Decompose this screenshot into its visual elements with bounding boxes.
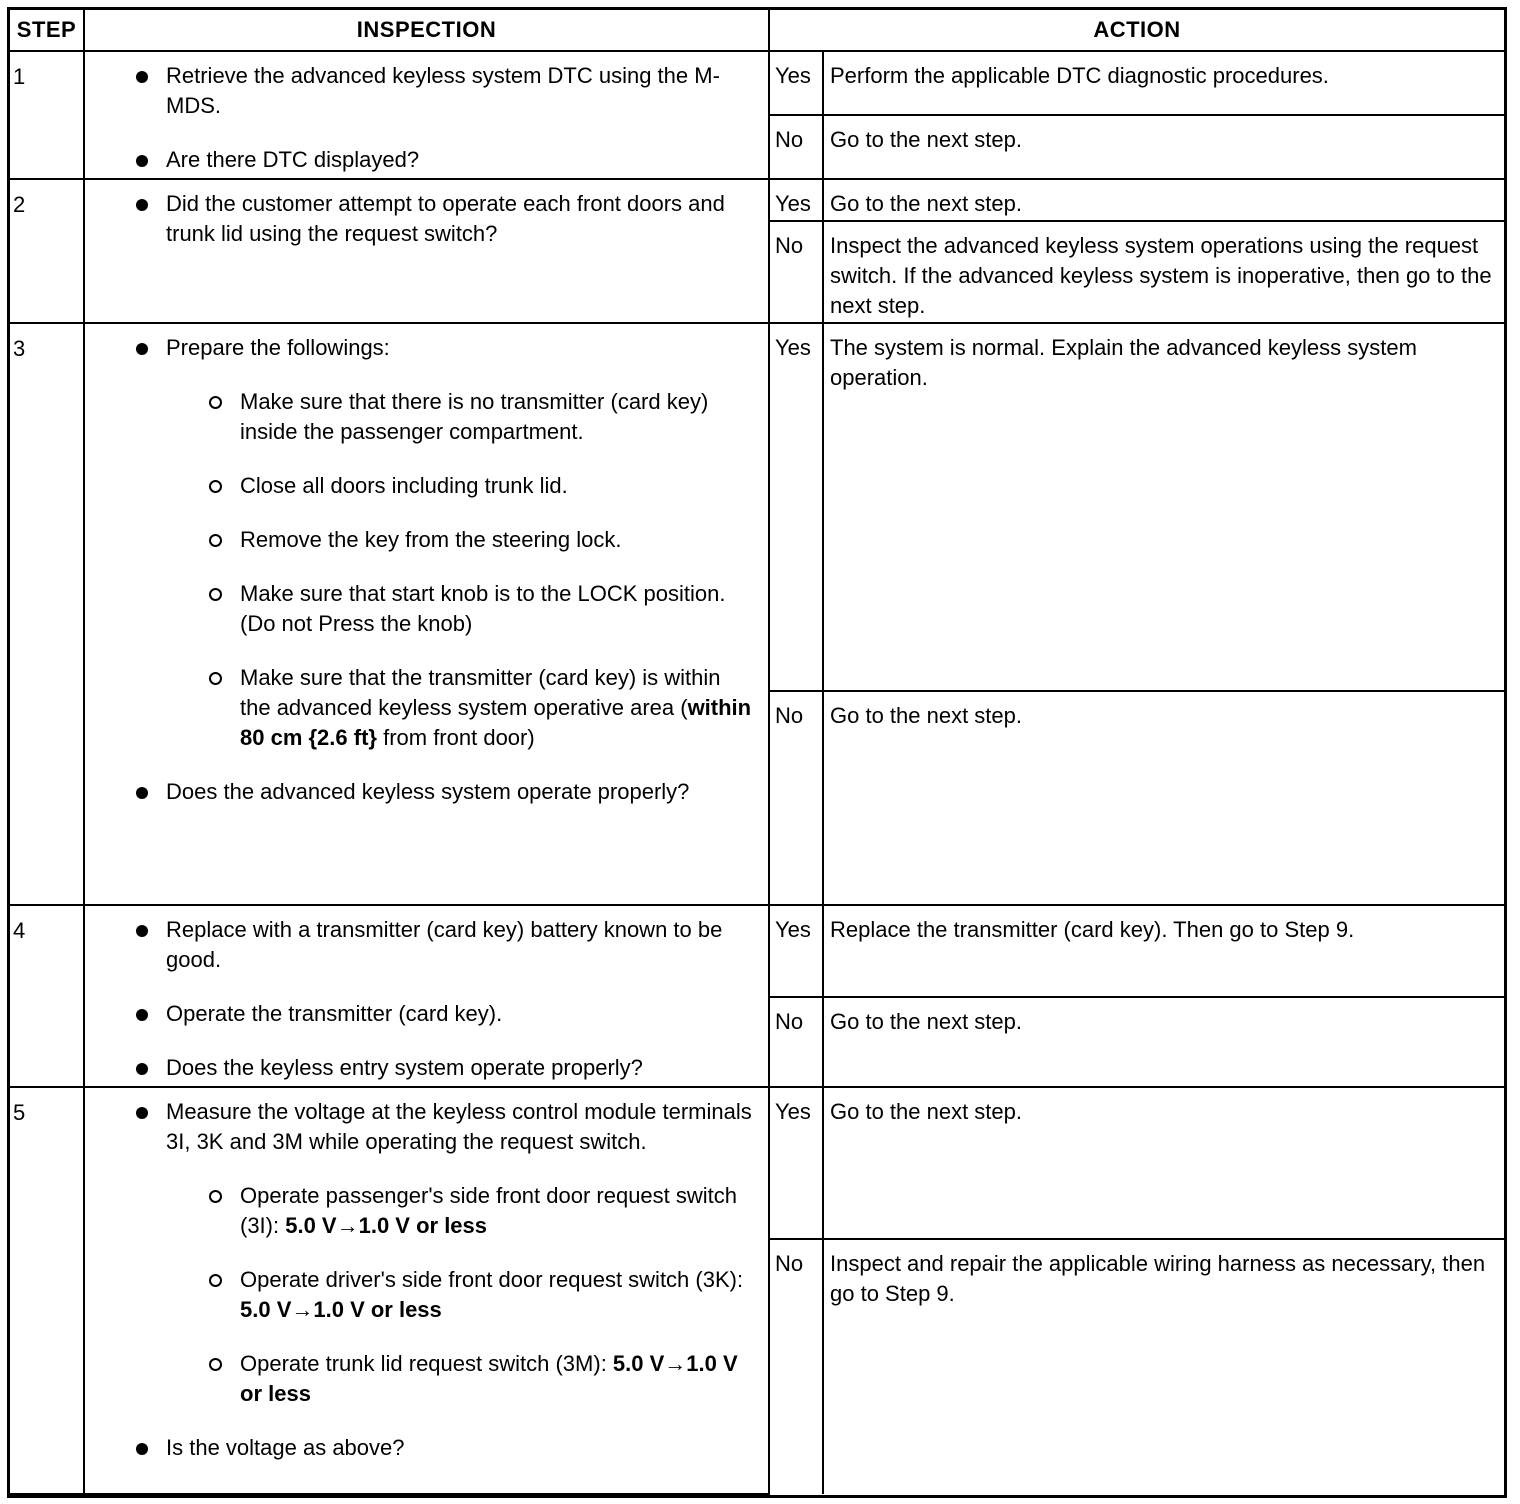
list-item: Prepare the followings:	[85, 333, 756, 363]
table-row	[10, 905, 1504, 997]
bullet-icon	[136, 1063, 148, 1075]
circle-bullet-icon	[209, 588, 222, 601]
sub-list-item: Make sure that the transmitter (card key) is within the advanced keyless system operative area (within 80 cm {2.6 ft} from front door)	[85, 663, 756, 753]
list-item: Did the customer attempt to operate each front doors and trunk lid using the request switch?	[85, 189, 756, 249]
inspection-cell	[84, 323, 769, 905]
table-row	[10, 323, 1504, 691]
no-label: No	[769, 1239, 823, 1494]
yes-action: The system is normal. Explain the advanced keyless system operation.	[823, 323, 1504, 691]
no-action: Inspect and repair the applicable wiring harness as necessary, then go to Step 9.	[823, 1239, 1504, 1494]
sub-list-item: Operate driver's side front door request switch (3K): 5.0 V→1.0 V or less	[85, 1265, 756, 1325]
no-label: No	[769, 115, 823, 179]
bullet-icon	[136, 343, 148, 355]
circle-bullet-icon	[209, 396, 222, 409]
inspection-cell	[84, 179, 769, 323]
no-action: Inspect the advanced keyless system operations using the request switch. If the advanced keyless system is inoperative, then go to the next step.	[823, 221, 1504, 323]
circle-bullet-icon	[209, 480, 222, 493]
bullet-icon	[136, 925, 148, 937]
yes-action: Go to the next step.	[823, 179, 1504, 221]
list-item: Does the advanced keyless system operate properly?	[85, 777, 756, 807]
step-number: 2	[10, 179, 84, 323]
step-header: STEP	[10, 10, 84, 51]
inspection-cell	[84, 1087, 769, 1494]
circle-bullet-icon	[209, 1358, 222, 1371]
diagnostic-procedure-table	[7, 7, 1507, 1498]
sub-list-item: Make sure that there is no transmitter (card key) inside the passenger compartment.	[85, 387, 756, 447]
list-item: Is the voltage as above?	[85, 1433, 756, 1463]
no-action: Go to the next step.	[823, 997, 1504, 1087]
circle-bullet-icon	[209, 1274, 222, 1287]
yes-label: Yes	[769, 51, 823, 115]
list-item: Retrieve the advanced keyless system DTC using the M-MDS.	[85, 61, 756, 121]
bullet-icon	[136, 71, 148, 83]
list-item: Replace with a transmitter (card key) battery known to be good.	[85, 915, 756, 975]
list-item: Are there DTC displayed?	[85, 145, 756, 175]
inspection-cell	[84, 51, 769, 179]
table-row	[10, 1087, 1504, 1239]
circle-bullet-icon	[209, 672, 222, 685]
yes-label: Yes	[769, 323, 823, 691]
sub-list-item: Operate passenger's side front door request switch (3I): 5.0 V→1.0 V or less	[85, 1181, 756, 1241]
list-item: Operate the transmitter (card key).	[85, 999, 756, 1029]
bullet-icon	[136, 787, 148, 799]
no-label: No	[769, 997, 823, 1087]
bullet-icon	[136, 155, 148, 167]
sub-list-item: Remove the key from the steering lock.	[85, 525, 756, 555]
step-number: 5	[10, 1087, 84, 1494]
step-number: 4	[10, 905, 84, 1087]
header-row	[10, 10, 1504, 51]
bullet-icon	[136, 199, 148, 211]
inspection-cell	[84, 905, 769, 1087]
circle-bullet-icon	[209, 534, 222, 547]
no-label: No	[769, 691, 823, 905]
bullet-icon	[136, 1443, 148, 1455]
action-header: ACTION	[769, 10, 1504, 51]
table-row	[10, 51, 1504, 115]
table-row	[10, 179, 1504, 221]
sub-list-item: Operate trunk lid request switch (3M): 5.0 V→1.0 V or less	[85, 1349, 756, 1409]
yes-label: Yes	[769, 179, 823, 221]
inspection-header: INSPECTION	[84, 10, 769, 51]
step-number: 1	[10, 51, 84, 179]
step-number: 3	[10, 323, 84, 905]
yes-action: Replace the transmitter (card key). Then go to Step 9.	[823, 905, 1504, 997]
list-item: Does the keyless entry system operate properly?	[85, 1053, 756, 1083]
yes-action: Go to the next step.	[823, 1087, 1504, 1239]
sub-list-item: Close all doors including trunk lid.	[85, 471, 756, 501]
sub-list-item: Make sure that start knob is to the LOCK position. (Do not Press the knob)	[85, 579, 756, 639]
bullet-icon	[136, 1009, 148, 1021]
yes-label: Yes	[769, 905, 823, 997]
no-label: No	[769, 221, 823, 323]
yes-label: Yes	[769, 1087, 823, 1239]
no-action: Go to the next step.	[823, 115, 1504, 179]
circle-bullet-icon	[209, 1190, 222, 1203]
yes-action: Perform the applicable DTC diagnostic procedures.	[823, 51, 1504, 115]
list-item: Measure the voltage at the keyless control module terminals 3I, 3K and 3M while operating the request switch.	[85, 1097, 756, 1157]
bullet-icon	[136, 1107, 148, 1119]
no-action: Go to the next step.	[823, 691, 1504, 905]
